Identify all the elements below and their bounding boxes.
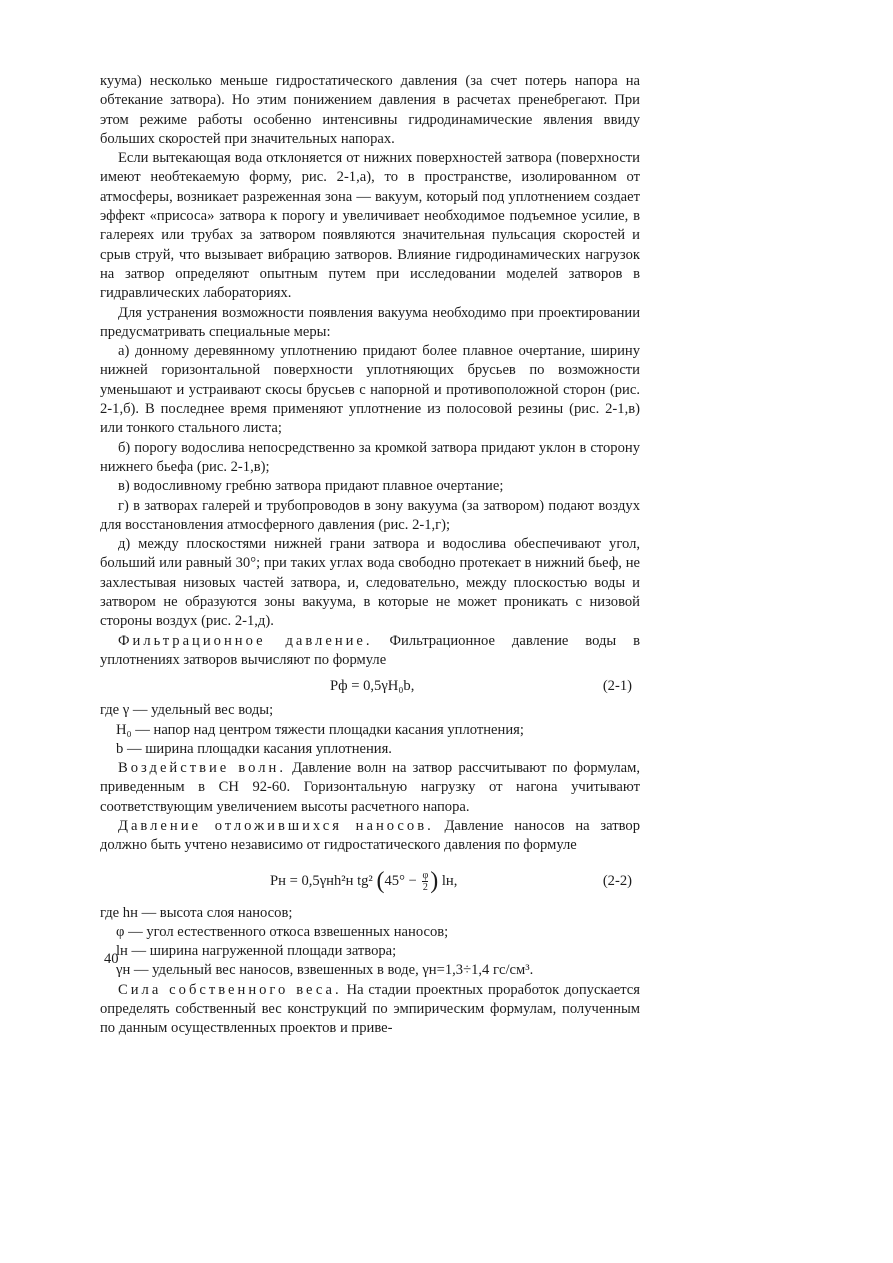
section-text: Давление наносов на затвор должно быть учтено независимо от гидростатического давления по формуле xyxy=(100,817,640,854)
where-line: b — ширина площадки касания уплотнения. xyxy=(116,740,392,757)
paren-open: ( xyxy=(376,867,385,894)
where-line: γн — удельный вес наносов, взвешенных в воде, γн=1,3÷1,4 гс/см³. xyxy=(116,962,534,979)
formula-number: (2-1) xyxy=(602,678,632,695)
section-waves xyxy=(100,759,640,817)
where-line: H₀ — напор над центром тяжести площадки касания уплотнения; xyxy=(116,721,524,738)
where-line: lн — ширина нагруженной площади затвора; xyxy=(116,943,397,960)
paren-close: ) xyxy=(430,867,439,894)
fraction-denominator: 2 xyxy=(422,881,428,893)
section-filtration xyxy=(100,632,640,671)
fraction xyxy=(422,870,428,893)
section-text: Давление волн на затвор рассчитывают по формулам, приведенным в СН 92-60. Горизонтальную нагрузку от нагона учитывают соответствующим увеличением высоты расчетного напора. xyxy=(100,760,640,815)
section-sediment xyxy=(100,817,640,856)
list-item-g: г) в затворах галерей и трубопроводов в зону вакуума (за затвором) подают воздух для восстановления атмосферного давления (рис. 2-1,г); xyxy=(100,497,640,533)
section-heading: Фильтрационное давление. xyxy=(118,632,373,649)
list-item-a: а) донному деревянному уплотнению придают более плавное очертание, ширину нижней горизонтальной поверхности уплотняющих брусьев по возможности уменьшают и устраивают скосы брусьев с напорной и противоположной сторон (рис. 2-1,б). В последнее время применяют уплотнение из полосовой резины (рис. 2-1,в) или тонкого стального листа; xyxy=(100,343,640,437)
section-heading: Давление отложившихся наносов. xyxy=(118,817,434,834)
list-item-b: б) порогу водослива непосредственно за кромкой затвора придают уклон в сторону нижнего бьефа (рис. 2-1,в); xyxy=(100,439,640,475)
where-line: где γ — удельный вес воды; xyxy=(100,702,274,719)
document-page xyxy=(100,72,640,1039)
section-heading: Воздействие волн. xyxy=(118,760,286,777)
where-line: где hн — высота слоя наносов; xyxy=(100,904,293,921)
formula-2-1 xyxy=(100,675,640,699)
paragraph: куума) несколько меньше гидростатического давления (за счет потерь напора на обтекание затвора). Но этим понижением давления в расчетах пренебрегают. При этом режиме работы особенно интенсивны гидродинамические явления ввиду больших скоростей при значительных напорах. xyxy=(100,73,640,147)
list-item-v: в) водосливному гребню затвора придают плавное очертание; xyxy=(118,478,504,495)
fraction-numerator: φ xyxy=(422,869,429,881)
paragraph: Если вытекающая вода отклоняется от нижних поверхностей затвора (поверхности имеют необтекаемую форму, рис. 2-1,а), то в пространстве, изолированном от атмосферы, возникает разреженная зона — вакуум, который под уплотнением создает эффект «присоса» затвора к порогу и увеличивает необходимое подъемное усилие, в галереях или трубах за затвором появляются значительная пульсация скоростей и срыв струй, что вызывает вибрацию затворов. Влияние гидродинамических нагрузок на затвор определяют опытным путем при исследовании моделей затворов в гидравлических лабораториях. xyxy=(100,150,640,302)
formula-paren-inner: 45° − xyxy=(384,872,421,889)
formula-expression xyxy=(270,867,458,894)
formula-2-2 xyxy=(100,864,640,898)
formula-number: (2-2) xyxy=(602,872,632,889)
where-line: φ — угол естественного откоса взвешенных наносов; xyxy=(116,923,449,940)
list-item-d: д) между плоскостями нижней грани затвора и водослива обеспечивают угол, больший или равный 30°; при таких углах вода свободно протекает в нижний бьеф, не захлестывая низовых частей затвора, и, следовательно, между плоскостью воды и затвором не образуются зоны вакуума, в которые не может проникать с низовой стороны воздух (рис. 2-1,д). xyxy=(100,536,640,630)
formula-left: Pн = 0,5γнh²н tg² xyxy=(270,872,377,889)
section-weight xyxy=(100,981,640,1039)
paragraph: Для устранения возможности появления вакуума необходимо при проектировании предусматривать специальные меры: xyxy=(100,304,640,340)
formula-expression: Pф = 0,5γH₀b, xyxy=(330,678,415,695)
section-heading: Сила собственного веса. xyxy=(118,981,342,998)
section-text: Фильтрационное давление воды в уплотнениях затворов вычисляют по формуле xyxy=(100,632,640,668)
section-text: На стадии проектных проработок допускается определять собственный вес конструкций по эмпирическим формулам, полученным по данным осуществленных проектов и приве- xyxy=(100,981,641,1037)
formula-right: lн, xyxy=(438,872,458,889)
page-number: 40 xyxy=(104,951,119,967)
